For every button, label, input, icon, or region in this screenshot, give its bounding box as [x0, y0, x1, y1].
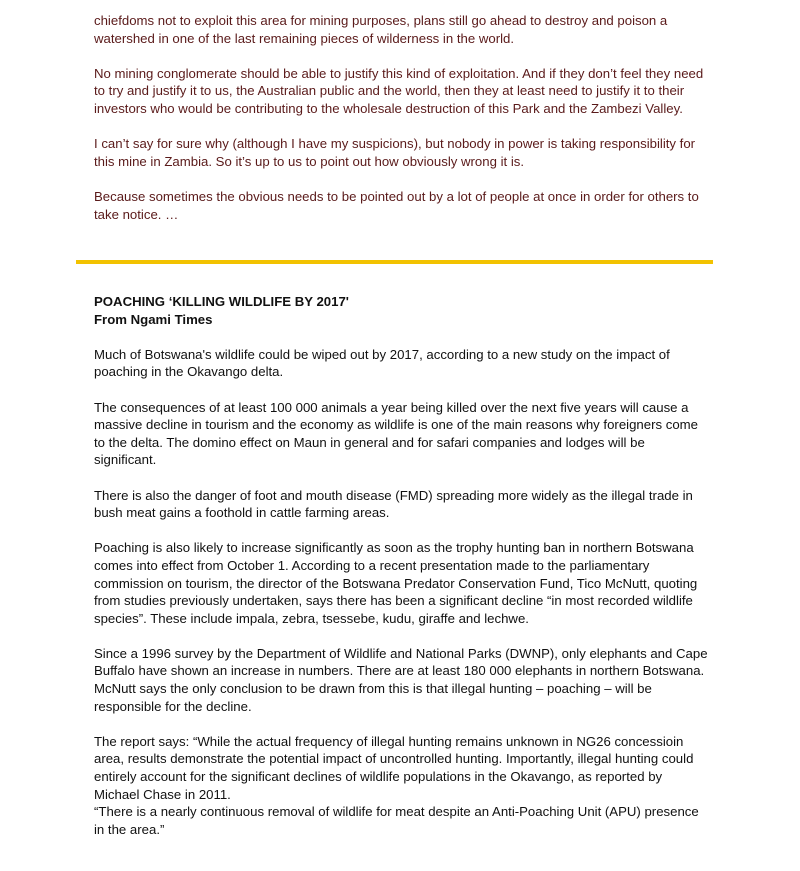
article-paragraph: There is also the danger of foot and mouth disease (FMD) spreading more widely as the illegal trade in bush meat gains a foothold in cattle farming areas.	[94, 487, 693, 521]
section-divider	[76, 260, 713, 264]
top-paragraph: I can’t say for sure why (although I have my suspicions), but nobody in power is taking responsibility for this mine in Zambia. So it’s up to us to point out how obviously wrong it is.	[94, 136, 696, 169]
article-paragraph: The report says: “While the actual frequency of illegal hunting remains unknown in NG26 concessioin area, results demonstrate the potential impact of uncontrolled hunting. Importantly, illegal hunting could entirely account for the significant declines of wildlife populations in the Okavango, as reported by Michael Chase in 2011.	[94, 733, 694, 802]
top-paragraph: Because sometimes the obvious needs to be pointed out by a lot of people at once in order for others to take notice. …	[94, 188, 699, 222]
article-paragraph: The consequences of at least 100 000 animals a year being killed over the next five years will cause a massive decline in tourism and the economy as wildlife is one of the main reasons why foreigners come to the delta. The domino effect on Maun in general and for safari companies and lodges will be significant.	[94, 399, 698, 468]
article-paragraph: Poaching is also likely to increase significantly as soon as the trophy hunting ban in northern Botswana comes into effect from October 1. According to a recent presentation made to the parliamentary commission on tourism, the director of the Botswana Predator Conservation Fund, Tico McNutt, quoting from studies previously undertaken, says there has been a significant decline “in most recorded wildlife species”. These include impala, zebra, tsessebe, kudu, giraffe and lechwe.	[94, 540, 698, 626]
article-quote-paragraph: “There is a nearly continuous removal of wildlife for meat despite an Anti-Poaching Unit (APU) presence in the area.”	[94, 804, 699, 837]
article-paragraph: Since a 1996 survey by the Department of Wildlife and National Parks (DWNP), only elephants and Cape Buffalo have shown an increase in numbers. There are at least 180 000 elephants in northern Botswana. McNutt says the only conclusion to be drawn from this is that illegal hunting – poaching – will be responsible for the decline.	[94, 645, 708, 714]
article-source: From Ngami Times	[94, 311, 213, 327]
top-paragraph: chiefdoms not to exploit this area for mining purposes, plans still go ahead to destroy and poison a watershed in one of the last remaining pieces of wilderness in the world.	[94, 13, 668, 46]
article-headline: POACHING ‘KILLING WILDLIFE BY 2017'	[94, 294, 349, 309]
article-paragraph: Much of Botswana's wildlife could be wiped out by 2017, according to a new study on the impact of poaching in the Okavango delta.	[94, 346, 670, 380]
top-paragraph: No mining conglomerate should be able to justify this kind of exploitation. And if they don’t feel they need to try and justify it to us, the Australian public and the world, then they at least need to justify it to their investors who would be contributing to the wholesale destruction of this Park and the Zambezi Valley.	[94, 65, 704, 116]
top-article-continuation	[94, 12, 709, 241]
poaching-article	[94, 293, 709, 838]
